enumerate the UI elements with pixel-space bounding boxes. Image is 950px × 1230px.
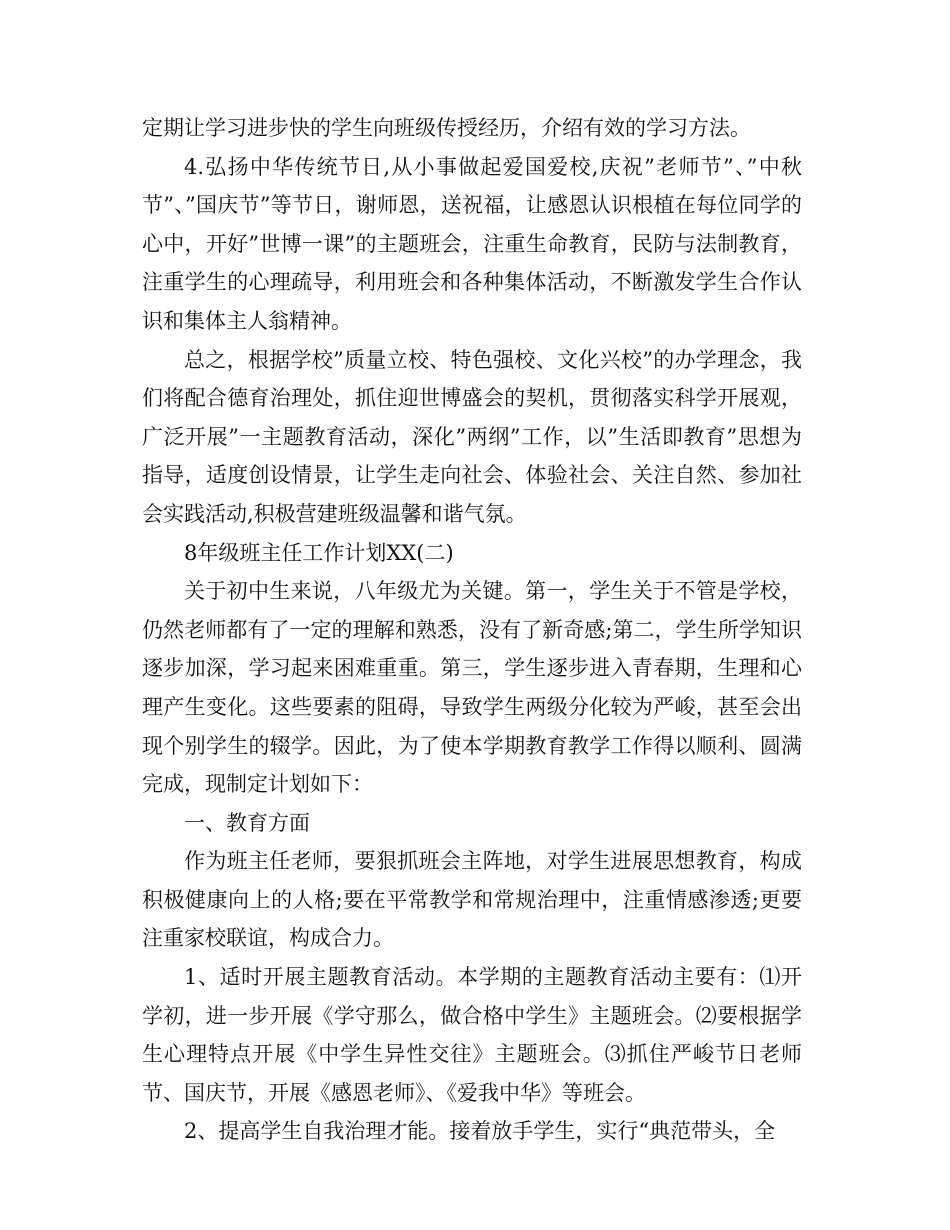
paragraph-study-methods: 定期让学习进步快的学生向班级传授经历，介绍有效的学习方法。 xyxy=(142,116,751,140)
paragraph-summary: 总之，根据学校”质量立校、特色强校、文化兴校”的办学理念，我们将配合德育治理处，抓住迎世博盛会的契机，贯彻落实科学开展观，广泛开展”一主题教育活动，深化”两纲”工作，以”生活即教育”思想为指导，适度创设情景，让学生走向社会、体验社会、关注自然、参加社会实践活动,积极营建班级温馨和谐气氛。 xyxy=(142,347,802,526)
document-body xyxy=(142,109,802,1151)
section-heading-education: 一、教育方面 xyxy=(184,810,310,835)
paragraph-class-teacher-role: 作为班主任老师，要狠抓班会主阵地，对学生进展思想教育，构成积极健康向上的人格;要在平常教学和常规治理中，注重情感渗透;更要注重家校联谊，构成合力。 xyxy=(142,849,802,951)
paragraph-self-management: 2、提高学生自我治理才能。接着放手学生，实行“典范带头，全 xyxy=(184,1119,776,1144)
paragraph-grade-eight-intro: 关于初中生来说，八年级尤为关键。第一，学生关于不管是学校，仍然老师都有了一定的理解和熟悉，没有了新奇感;第二，学生所学知识逐步加深，学习起来困难重重。第三，学生逐步进入青春期，生理和心理产生变化。这些要素的阻碍，导致学生两级分化较为严峻，甚至会出现个别学生的辍学。因此，为了使本学期教育教学工作得以顺利、圆满完成，现制定计划如下： xyxy=(142,579,802,797)
paragraph-traditional-festivals: 4.弘扬中华传统节日,从小事做起爱国爱校,庆祝”老师节”、”中秋节”、”国庆节”等节日，谢师恩，送祝福，让感恩认识根植在每位同学的心中，开好”世博一课”的主题班会，注重生命教育，民防与法制教育，注重学生的心理疏导，利用班会和各种集体活动，不断激发学生合作认识和集体主人翁精神。 xyxy=(142,154,802,333)
section-title-plan-two: 8年级班主任工作计划XX(二) xyxy=(184,540,454,565)
paragraph-theme-activities: 1、适时开展主题教育活动。本学期的主题教育活动主要有：⑴开学初，进一步开展《学守那么，做合格中学生》主题班会。⑵要根据学生心理特点开展《中学生异性交往》主题班会。⑶抓住严峻节日老师节、国庆节，开展《感恩老师》、《爱我中华》等班会。 xyxy=(142,965,802,1105)
